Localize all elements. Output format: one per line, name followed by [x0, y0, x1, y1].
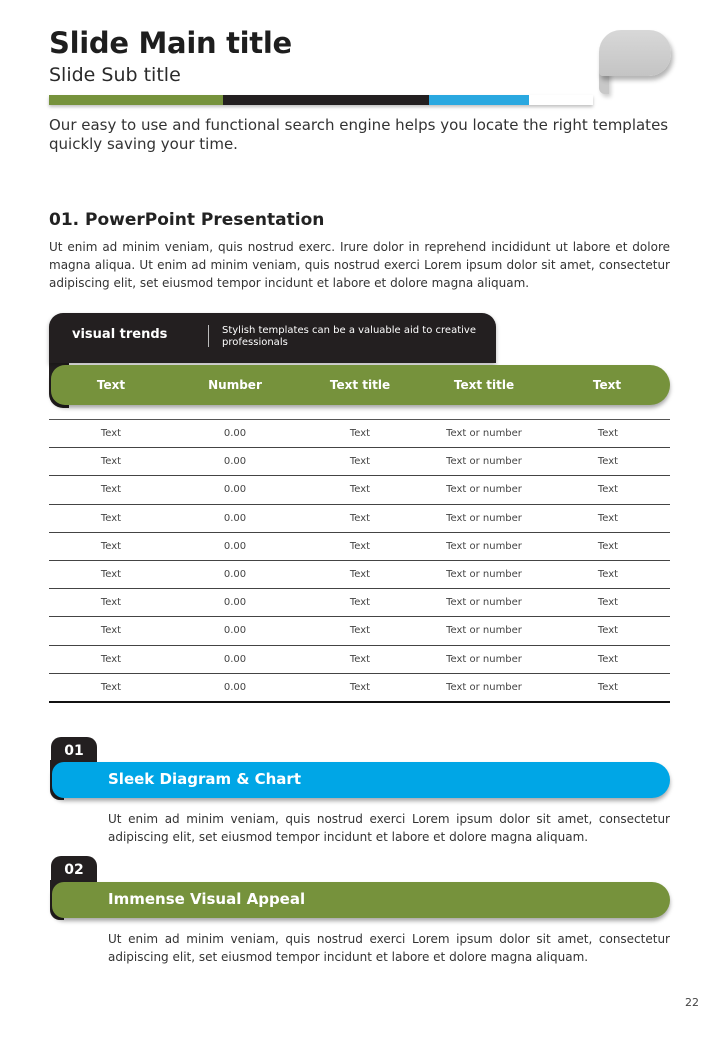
table-row: [49, 420, 670, 448]
table-header-bar: [51, 365, 670, 405]
table-cell: Text or number: [446, 484, 522, 496]
table-cell: Text: [100, 625, 122, 637]
section-body: Ut enim ad minim veniam, quis nostrud exerc. Irure dolor in reprehend incididunt ut labore et dolore magna aliqua. Ut enim ad minim veniam, quis nostrud exerci Lorem ipsum dolor sit amet, consectetur adipiscing elit, set eiusmod tempor incidunt et labore et dolore magna aliquam.: [49, 240, 670, 290]
table-cell: Text: [597, 484, 619, 496]
table-cell: Text: [100, 484, 122, 496]
table-cell: Text: [597, 625, 619, 637]
page-title: Slide Main title: [49, 26, 292, 60]
table-cell: Text or number: [446, 681, 522, 693]
table-cell: 0.00: [223, 568, 247, 580]
table-cell: Text: [349, 428, 371, 439]
table-cell: Text or number: [446, 653, 522, 665]
table-cell: Text: [349, 540, 371, 552]
intro-text: Our easy to use and functional search engine helps you locate the right templates quickly saving your time.: [49, 116, 669, 153]
table-cell: 0.00: [223, 456, 247, 468]
table-cell: Text or number: [446, 568, 522, 580]
table-cell: Text or number: [446, 428, 522, 439]
table-row: [49, 589, 670, 617]
table-cell: Text: [597, 653, 619, 665]
table-cell: Text: [349, 568, 371, 580]
table-cell: Text: [349, 597, 371, 609]
feature-title: Immense Visual Appeal: [108, 890, 306, 908]
color-bar: [49, 95, 593, 105]
table-cell: Text: [100, 653, 122, 665]
table-row: [49, 448, 670, 476]
table-cell: Text or number: [446, 456, 522, 468]
table-row: [49, 617, 670, 645]
table-cell: Text or number: [446, 597, 522, 609]
column-header: Number: [208, 378, 262, 392]
speech-bubble-icon: [599, 30, 671, 76]
color-bar-segment-black: [223, 95, 429, 105]
table-cell: Text: [349, 456, 371, 468]
table-cell: Text: [100, 568, 122, 580]
table-cell: 0.00: [223, 597, 247, 609]
table-tab-description: Stylish templates can be a valuable aid to creative professionals: [222, 325, 476, 348]
table-row: [49, 674, 670, 703]
table-cell: 0.00: [223, 540, 247, 552]
page-number: 22: [685, 996, 699, 1009]
table-cell: Text: [597, 597, 619, 609]
table-cell: Text: [100, 456, 122, 468]
table-cell: 0.00: [223, 653, 247, 665]
table-cell: Text: [597, 512, 619, 524]
table-row: [49, 646, 670, 674]
column-header: Text title: [329, 378, 391, 392]
column-header: Text: [96, 378, 126, 392]
feature-number-badge: 02: [51, 856, 97, 886]
table-cell: Text: [349, 625, 371, 637]
table-cell: Text: [597, 540, 619, 552]
table-cell: 0.00: [223, 428, 247, 439]
table-cell: 0.00: [223, 625, 247, 637]
color-bar-segment-blue: [429, 95, 529, 105]
table-cell: Text: [597, 456, 619, 468]
feature-body: Ut enim ad minim veniam, quis nostrud exerci Lorem ipsum dolor sit amet, consectetur adipiscing elit, set eiusmod tempor incidunt et labore et dolore magna aliquam.: [108, 812, 670, 844]
color-bar-segment-green: [49, 95, 223, 105]
table-row: [49, 533, 670, 561]
table-cell: Text: [349, 681, 371, 693]
table-cell: Text: [100, 597, 122, 609]
table-tab-title: visual trends: [72, 327, 168, 342]
table-cell: Text: [349, 512, 371, 524]
table-cell: 0.00: [223, 681, 247, 693]
table-row: [49, 505, 670, 533]
table-cell: Text or number: [446, 540, 522, 552]
column-header: Text: [592, 378, 622, 392]
table-cell: Text or number: [446, 512, 522, 524]
section-heading: 01. PowerPoint Presentation: [49, 210, 325, 230]
table-cell: Text: [349, 484, 371, 496]
table-cell: Text: [597, 568, 619, 580]
table-cell: Text: [100, 681, 122, 693]
feature-body: Ut enim ad minim veniam, quis nostrud exerci Lorem ipsum dolor sit amet, consectetur adipiscing elit, set eiusmod tempor incidunt et labore et dolore magna aliquam.: [108, 932, 670, 964]
feature-title: Sleek Diagram & Chart: [108, 770, 301, 788]
data-table: [49, 419, 670, 703]
table-cell: Text: [100, 540, 122, 552]
table-row: [49, 561, 670, 589]
table-cell: Text: [100, 428, 122, 439]
table-cell: 0.00: [223, 484, 247, 496]
column-header: Text title: [453, 378, 515, 392]
table-cell: Text: [597, 681, 619, 693]
feature-number-badge: 01: [51, 737, 97, 767]
page-subtitle: Slide Sub title: [49, 64, 181, 86]
table-tab-divider: [208, 325, 209, 347]
table-cell: Text: [349, 653, 371, 665]
table-cell: Text: [597, 428, 619, 439]
table-cell: 0.00: [223, 512, 247, 524]
table-cell: Text or number: [446, 625, 522, 637]
table-row: [49, 476, 670, 504]
table-cell: Text: [100, 512, 122, 524]
color-bar-segment-white: [529, 95, 593, 105]
